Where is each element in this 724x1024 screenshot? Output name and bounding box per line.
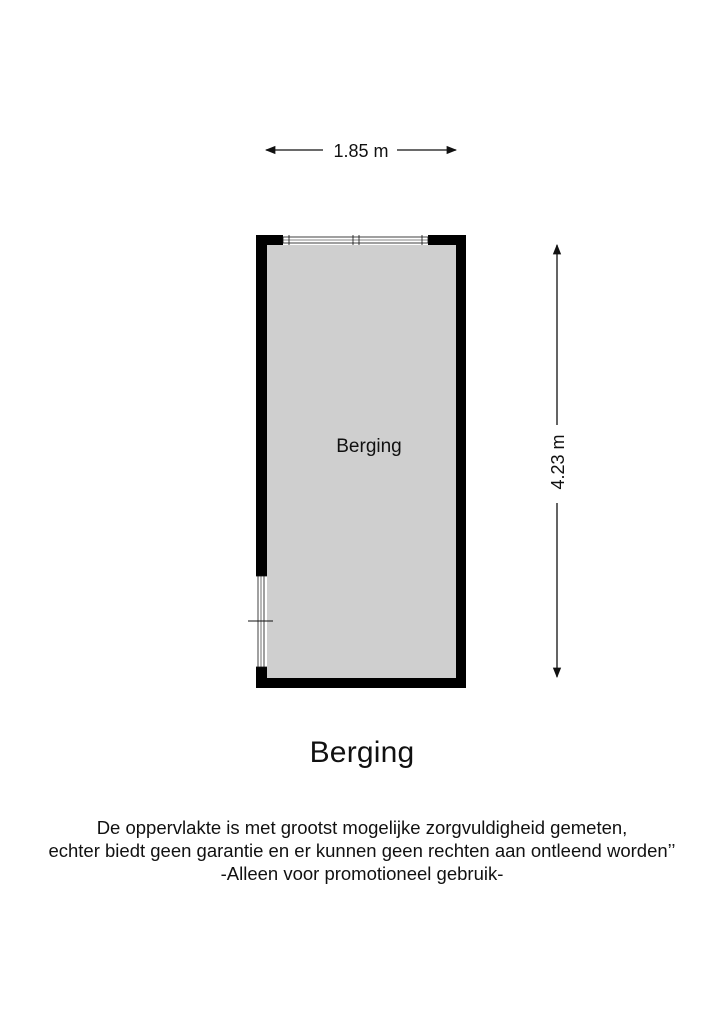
- room-label: Berging: [336, 436, 402, 457]
- height-dimension-label: 4.23 m: [548, 434, 568, 490]
- disclaimer: [0, 816, 724, 885]
- plan-caption: Berging: [309, 736, 415, 769]
- width-dimension-label: 1.85 m: [333, 141, 389, 161]
- height-dimension: [548, 245, 568, 677]
- disclaimer-line-1: De oppervlakte is met grootst mogelijke zorgvuldigheid gemeten,: [96, 817, 628, 838]
- width-dimension: [266, 141, 456, 161]
- room-floor: [267, 245, 456, 678]
- disclaimer-line-2: echter biedt geen garantie en er kunnen geen rechten aan ontleend worden’’: [48, 840, 676, 861]
- room-berging: [248, 235, 466, 688]
- disclaimer-line-3: -Alleen voor promotioneel gebruik-: [220, 863, 504, 884]
- top-window: [283, 235, 428, 245]
